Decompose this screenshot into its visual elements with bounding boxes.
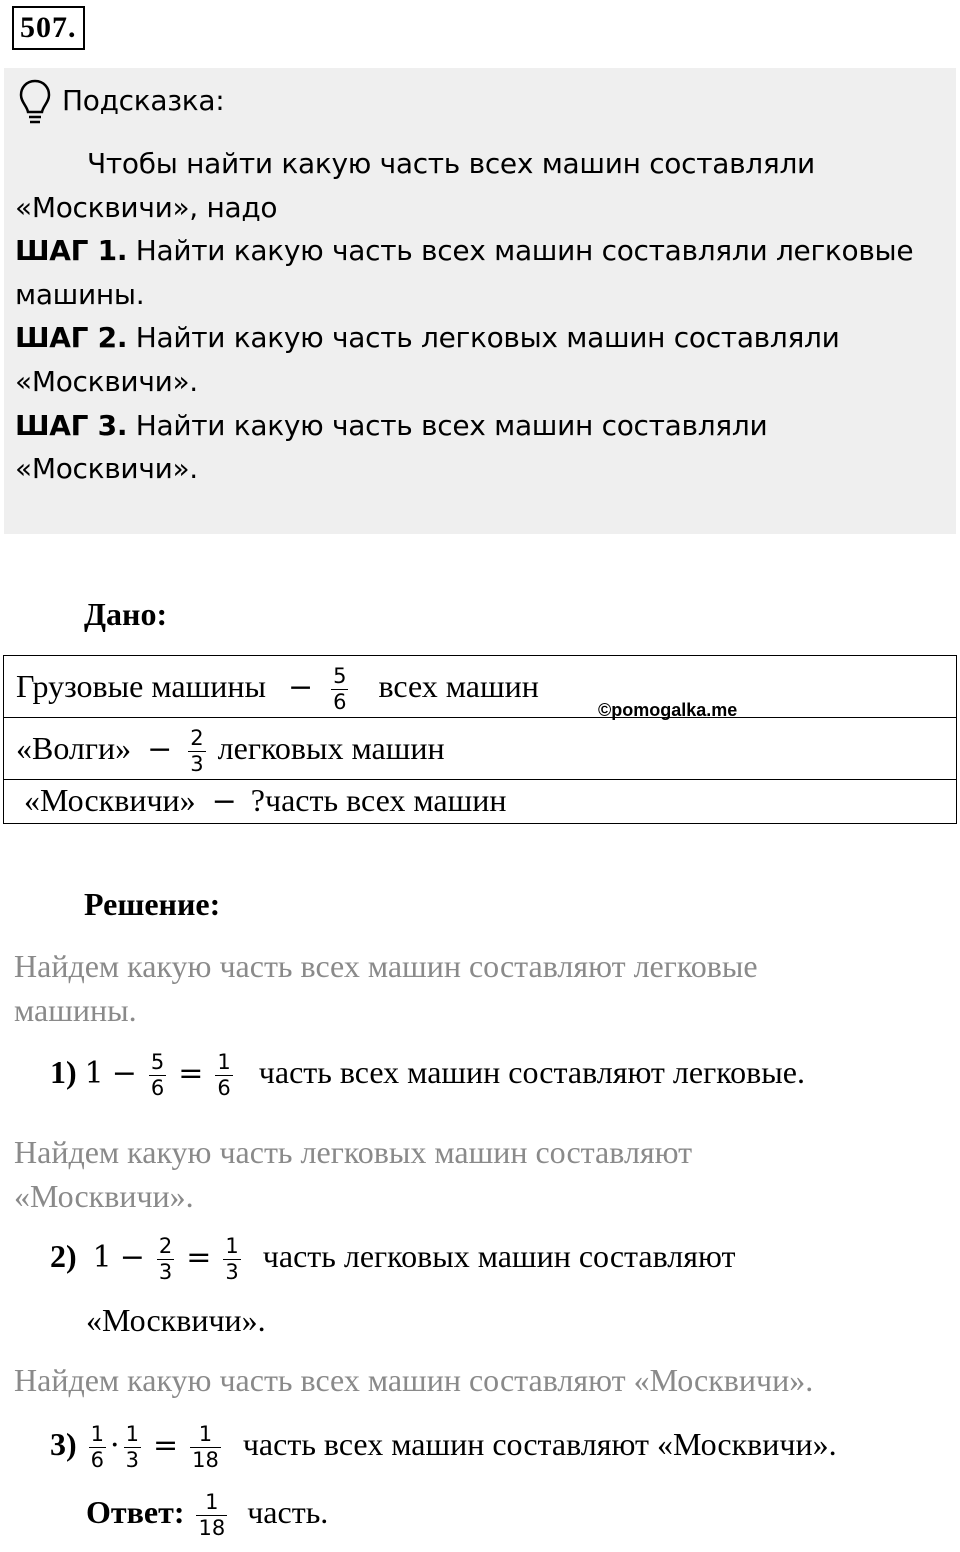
step3-fraction-c [190, 1424, 221, 1471]
given-trucks-label: Грузовые машины [16, 667, 266, 704]
step2-one: 1 [92, 1239, 112, 1275]
fraction-denominator: 6 [333, 690, 347, 714]
hint-step1 [15, 229, 935, 273]
fraction-denominator: 3 [125, 1448, 139, 1472]
step2-text: часть легковых машин составляют [262, 1237, 736, 1274]
given-row-moskvich-content [24, 782, 507, 819]
solution-heading: Решение: [84, 886, 221, 922]
hint-step2-text: Найти какую часть легковых машин составляли [127, 321, 840, 355]
step3-dot: · [110, 1427, 120, 1463]
fraction-numerator: 1 [225, 1234, 239, 1258]
given-trucks-dash: − [287, 669, 314, 705]
given-row-volga [4, 718, 956, 780]
fraction-numerator: 2 [158, 1234, 173, 1258]
solution-note1-line2: машины. [14, 992, 137, 1028]
given-moskvich-question: ? [250, 782, 265, 818]
hint-step2-label: ШАГ 2. [15, 321, 128, 355]
given-row-trucks-content [16, 666, 539, 713]
given-row-moskvich [4, 780, 956, 823]
answer [86, 1492, 328, 1539]
given-row-trucks [4, 656, 956, 718]
hint-box [4, 68, 956, 534]
problem-number: 507. [12, 6, 85, 50]
step2-label: 2) [50, 1237, 77, 1274]
given-trucks-fraction [331, 666, 348, 713]
given-moskvich-dash: − [211, 784, 237, 819]
solution-step2 [50, 1236, 735, 1283]
lightbulb-icon [18, 78, 52, 128]
given-table [3, 655, 957, 824]
fraction-denominator: 3 [158, 1260, 173, 1284]
given-volga-fraction [188, 728, 205, 775]
fraction-denominator: 6 [90, 1448, 105, 1472]
given-moskvich-tail: часть всех машин [265, 782, 507, 818]
hint-step3 [15, 404, 935, 448]
step3-fraction-b [124, 1424, 141, 1471]
fraction-denominator: 6 [217, 1076, 231, 1100]
solution-note2-line2: «Москвичи». [14, 1178, 194, 1214]
fraction-denominator: 3 [225, 1260, 239, 1284]
hint-intro-line2: «Москвичи», надо [15, 190, 278, 224]
given-volga-tail: легковых машин [217, 729, 445, 766]
step1-label: 1) [50, 1053, 77, 1090]
given-moskvich-label: «Москвичи» [24, 782, 196, 818]
step3-label: 3) [50, 1425, 77, 1462]
hint-step2-cont: «Москвичи». [15, 364, 198, 398]
hint-step1-label: ШАГ 1. [15, 234, 128, 268]
given-trucks-tail: всех машин [378, 667, 539, 704]
step2-equals: = [186, 1239, 212, 1275]
fraction-numerator: 5 [150, 1050, 165, 1074]
given-volga-dash: − [147, 731, 173, 767]
fraction-denominator: 6 [150, 1076, 165, 1100]
solution-note1-line1: Найдем какую часть всех машин составляют легковые [14, 948, 758, 984]
fraction-numerator: 2 [190, 726, 204, 750]
solution-note3: Найдем какую часть всех машин составляют «Москвичи». [14, 1362, 814, 1398]
step1-fraction-a [149, 1052, 166, 1099]
solution-note1 [14, 944, 758, 1032]
hint-title: Подсказка: [62, 84, 225, 117]
step2-minus: − [119, 1239, 145, 1275]
fraction-denominator: 18 [198, 1516, 226, 1540]
fraction-numerator: 5 [333, 664, 347, 688]
hint-step3-cont: «Москвичи». [15, 452, 198, 486]
step2-text-cont: «Москвичи». [86, 1302, 266, 1338]
step1-minus: − [111, 1055, 137, 1091]
step1-text: часть всех машин составляют легковые. [258, 1053, 805, 1090]
solution-step1 [50, 1052, 805, 1099]
hint-body [15, 142, 935, 491]
step3-equals: = [152, 1427, 179, 1463]
hint-step2 [15, 316, 935, 360]
hint-intro-line1: Чтобы найти какую часть всех машин составляли [87, 147, 815, 180]
hint-step3-text: Найти какую часть всех машин составляли [127, 408, 768, 442]
step3-text: часть всех машин составляют «Москвичи». [242, 1425, 837, 1462]
hint-step3-label: ШАГ 3. [15, 408, 128, 442]
solution-note2 [14, 1130, 692, 1218]
fraction-denominator: 18 [192, 1448, 219, 1472]
step2-fraction-b [223, 1236, 240, 1283]
fraction-numerator: 1 [198, 1422, 213, 1446]
given-heading: Дано: [84, 596, 168, 632]
hint-step1-text: Найти какую часть всех машин составляли легковые [127, 234, 914, 268]
fraction-numerator: 1 [125, 1422, 139, 1446]
step1-one: 1 [84, 1055, 104, 1091]
step1-equals: = [178, 1055, 204, 1091]
fraction-numerator: 1 [90, 1422, 105, 1446]
fraction-denominator: 3 [190, 752, 204, 776]
answer-fraction [196, 1492, 227, 1539]
given-volga-label: «Волги» [16, 729, 132, 766]
solution-step3 [50, 1424, 837, 1471]
watermark: ©pomogalka.me [598, 700, 738, 720]
solution-note2-line1: Найдем какую часть легковых машин составляют [14, 1134, 693, 1170]
fraction-numerator: 1 [217, 1050, 231, 1074]
hint-step1-cont: машины. [15, 277, 145, 311]
answer-label: Ответ: [86, 1493, 185, 1530]
answer-text: часть. [247, 1493, 329, 1530]
step2-fraction-a [157, 1236, 174, 1283]
given-row-volga-content [16, 728, 445, 775]
step3-fraction-a [89, 1424, 106, 1471]
step1-fraction-b [215, 1052, 232, 1099]
fraction-numerator: 1 [205, 1490, 219, 1514]
